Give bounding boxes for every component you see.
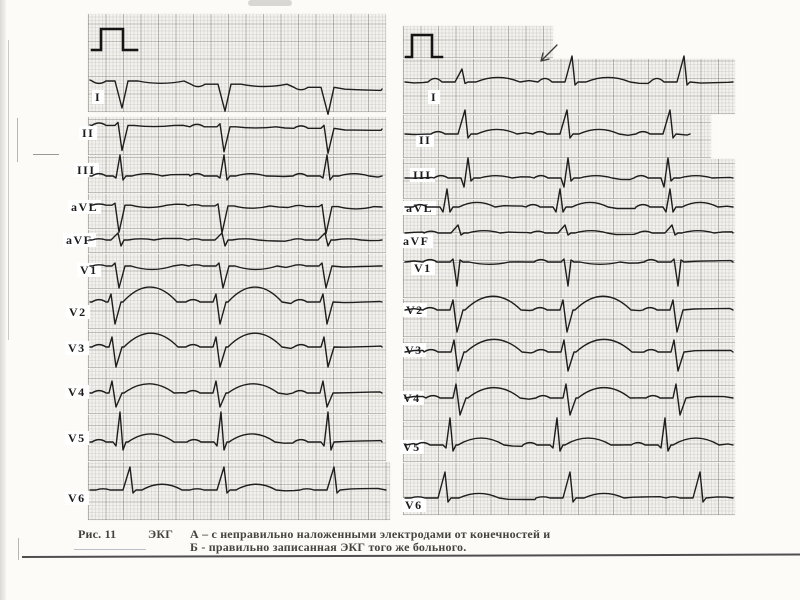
ecg-strip-B-aVF [403,234,735,261]
ecg-strip-B-V2 [403,299,735,337]
lead-label-B-V1: V1 [411,261,435,275]
figure-number: Рис. 11 [78,527,117,541]
scan-edge-artifact [0,0,6,600]
figure-type: ЭКГ [148,527,174,541]
ecg-strip-B-II [403,115,711,158]
caption-line-b: Б - правильно записанная ЭКГ того же больного. [190,540,467,554]
ecg-strip-B-V4 [403,379,735,421]
lead-label-B-II: II [416,133,434,147]
ecg-strip-A-aVL [88,194,386,229]
lead-label-B-V3: V3 [402,343,426,357]
scan-tick-artifact [17,118,18,162]
caption-underline [74,549,146,550]
ecg-strip-A-V5 [88,415,386,461]
lead-label-A-III: III [74,163,99,177]
lead-label-B-III: III [410,168,435,182]
ecg-strip-B-cal [403,26,553,58]
lead-label-A-V3: V3 [65,341,89,355]
ecg-strip-B-III [403,159,735,199]
lead-label-A-II: II [79,126,97,140]
lead-label-B-V4: V4 [400,391,424,405]
ecg-strip-A-V4 [88,369,386,414]
lead-label-A-I: I [92,90,104,104]
lead-label-A-V5: V5 [65,431,89,445]
lead-label-B-aVF: aVF [400,234,433,248]
caption-line-a: А – с неправильно наложенными электродами от конечностей и [190,527,551,541]
scan-smudge-artifact [248,0,292,6]
lead-label-A-V6: V6 [65,491,89,505]
ecg-strip-B-aVL [403,200,735,233]
ecg-strip-A-II [88,117,386,155]
ecg-strip-B-I [403,59,735,114]
lead-label-B-aVL: aVL [403,201,436,215]
scan-tick-artifact [33,154,59,155]
ecg-strip-A-V6 [88,462,390,520]
scan-line-artifact [8,40,9,340]
ecg-strip-B-V6 [403,463,735,515]
lead-label-A-aVL: aVL [68,200,101,214]
ecg-strip-B-V5 [403,422,735,462]
lead-label-A-V4: V4 [65,385,89,399]
scan-corner-artifact [18,538,19,560]
lead-label-A-V1: V1 [77,263,101,277]
ecg-strip-A-V3 [88,330,386,368]
lead-label-B-V6: V6 [402,498,426,512]
ecg-strip-A-III [88,156,386,193]
lead-label-A-V2: V2 [66,305,90,319]
lead-label-B-I: I [428,90,440,104]
ecg-strip-A-V1 [88,254,386,289]
ecg-strip-A-aVF [88,230,386,253]
ecg-strip-B-V1 [403,262,735,298]
lead-label-B-V2: V2 [403,303,427,317]
bottom-rule [22,554,800,558]
ecg-strip-B-V3 [403,338,735,378]
ecg-strip-A-cal-I [88,14,386,112]
lead-label-A-aVF: aVF [63,233,96,247]
ecg-strip-A-V2 [88,290,386,329]
lead-label-B-V5: V5 [400,440,424,454]
